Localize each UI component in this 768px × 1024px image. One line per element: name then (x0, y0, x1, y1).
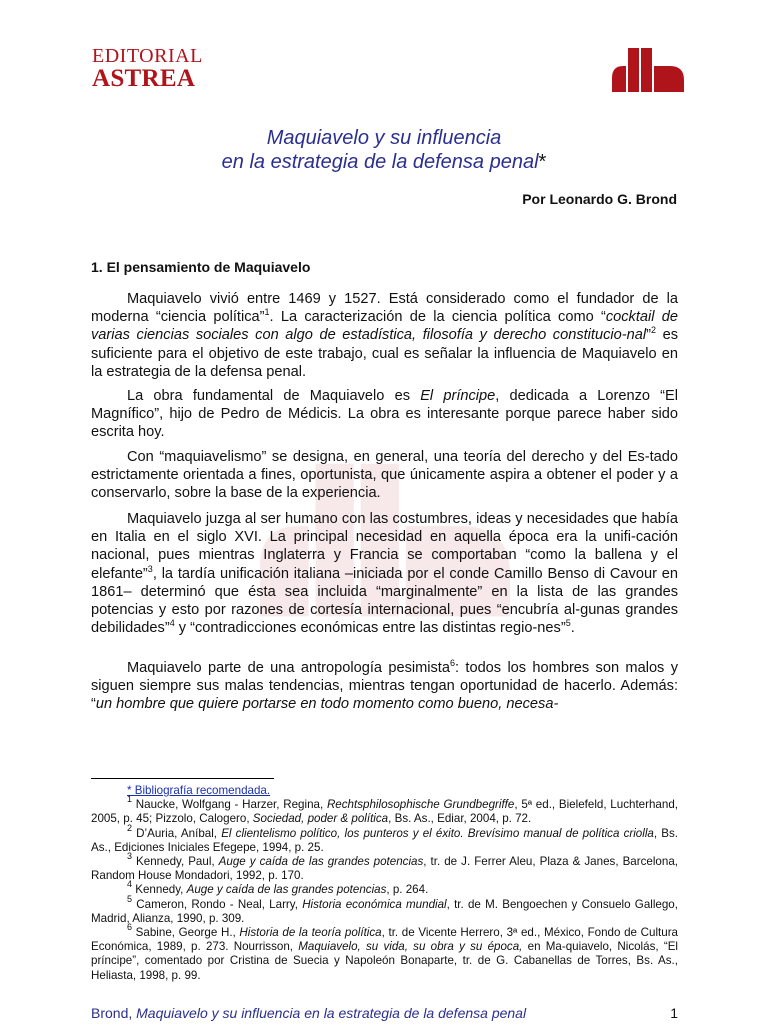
page-number: 1 (670, 1005, 678, 1021)
page-footer (91, 1005, 678, 1021)
footnote-number: 3 (127, 851, 133, 862)
text: , p. 264. (386, 883, 429, 897)
footnote-2 (91, 822, 678, 855)
section-heading: 1. El pensamiento de Maquiavelo (91, 259, 311, 275)
text: Sabine, George H., (132, 926, 240, 940)
paragraph-4 (91, 510, 678, 637)
text: , tr. de Vicente Herrero, 3ª ed., México, Fondo de Cultura Económica, 1989, p. 273. Nourrisson, (91, 926, 678, 954)
footnote-number: 2 (127, 822, 133, 833)
text: Maquiavelo parte de una antropología pesimista (127, 660, 450, 676)
italic-text: Auge y caída de las grandes potencias (186, 883, 387, 897)
italic-text: El príncipe (420, 388, 496, 404)
footnote-number: 5 (127, 893, 133, 904)
text: ” (646, 327, 651, 344)
footnote-ref: 1 (264, 307, 270, 318)
paragraph-3 (91, 448, 678, 503)
italic-text: Sociedad, poder & política (252, 812, 389, 826)
text: Kennedy, (132, 883, 187, 897)
document-title (0, 126, 768, 174)
paragraph-2 (91, 387, 678, 442)
footer-title: Maquiavelo y su influencia en la estrategia de la defensa penal (136, 1005, 527, 1021)
footnote-number: 6 (127, 922, 133, 933)
footnote-3 (91, 851, 678, 883)
footnotes (91, 784, 678, 983)
text: , Bs. As., Ediciones Iniciales Efegepe, 1994, p. 25. (91, 826, 678, 854)
text: , tr. de M. Bengoechen y Consuelo Gallego, Madrid, Alianza, 1990, p. 309. (91, 897, 678, 925)
italic-text: Maquiavelo, su vida, su obra y su época, (298, 940, 523, 954)
title-line1: Maquiavelo y su influencia (266, 127, 502, 149)
astrea-logo-icon (612, 48, 684, 92)
footnote-number: 4 (127, 879, 133, 890)
logo-line2: ASTREA (92, 65, 196, 92)
paragraph-5 (91, 659, 678, 714)
footer-author: Brond, (91, 1005, 137, 1021)
footnote-5 (91, 893, 678, 926)
footnote-divider (91, 778, 274, 779)
text: Maquiavelo juzga al ser humano con las costumbres, ideas y necesidades que había en Italia en el siglo XVI. La principal necesidad en aquella época era la unifi-cación nacional, pues mientras Inglaterra y Francia se comportaban “como la ballena y el elefante” (91, 511, 678, 582)
footnote-ref: 2 (650, 325, 656, 336)
text: y “contradicciones económicas entre las distintas regio-nes” (174, 620, 566, 637)
text: es suficiente para el objetivo de este trabajo, cual es señalar la influencia de Maquiavelo en la estrategia de la defensa penal. (91, 327, 678, 380)
text: D’Auria, Aníbal, (132, 826, 222, 840)
title-footnote-mark: * (538, 151, 547, 173)
text: , tr. de J. Ferrer Aleu, Plaza & Janes, Barcelona, Random House Mondadori, 1992, p. 170. (91, 855, 678, 883)
text: , Bs. As., Ediar, 2004, p. 72. (388, 812, 532, 826)
text: Kennedy, Paul, (132, 855, 219, 869)
italic-text: Rechtsphilosophische Grundbegriffe (326, 798, 515, 812)
text: , 5ª ed., Bielefeld, Luchterhand, 2005, p. 45; Pizzolo, Calogero, (91, 798, 678, 826)
italic-text: Historia de la teoría política (239, 926, 382, 940)
italic-text: Historia económica mundial (302, 897, 447, 911)
italic-text: Auge y caída de las grandes potencias (218, 855, 424, 869)
publisher-logo (92, 46, 203, 91)
text: Maquiavelo vivió entre 1469 y 1527. Está considerado como el fundador de la moderna “ciencia política” (91, 291, 678, 326)
logo-line1: EDITORIAL (92, 45, 203, 67)
text: en Ma-quiavelo, Nicolás, “El príncipe”, comentado por Cristina de Suecia y Napoleón Bonaparte, tr. de G. Cabanellas de Torres, Bs. As., Heliasta, 1998, p. 99. (91, 940, 678, 982)
text: , dedicada a Lorenzo “El Magnífico”, hijo de Pedro de Médicis. La obra es interesante porque parece haber sido escrita hoy. (91, 388, 679, 441)
footnote-ref: 5 (565, 618, 571, 629)
text: . (570, 620, 575, 637)
italic-text: cocktail de varias ciencias sociales con algo de estadística, filosofía y derecho constitucio-nal (91, 309, 678, 344)
footnote-ref: 3 (147, 563, 153, 574)
text: Con “maquiavelismo” se designa, en general, una teoría del derecho y del Es-tado estrictamente orientada a fines, oportunista, que únicamente aspira a obtener el poder y a conservarlo, sobre la base de la experiencia. (91, 449, 678, 502)
bibliography-link[interactable]: * Bibliografía recomendada. (127, 784, 271, 797)
footnote-ref: 6 (449, 658, 455, 668)
text: , la tardía unificación italiana –iniciada por el conde Camillo Benso di Cavour en 1861– determinó que ésta sea incluida “marginalmente” en la lista de las grandes potencias y esto por razones de cortesía internacional, pues “encubría al-gunas grandes debilidades” (91, 565, 678, 637)
italic-text: El clientelismo político, los punteros y el éxito. Brevísimo manual de política criolla (221, 826, 654, 840)
paragraph-1 (91, 290, 678, 381)
text: . La caracterización de la ciencia política como “ (269, 309, 606, 326)
text: Cameron, Rondo - Neal, Larry, (132, 897, 303, 911)
footnote-4 (91, 879, 678, 897)
footnote-ref: 4 (169, 618, 175, 629)
title-line2: en la estrategia de la defensa penal (221, 151, 539, 173)
text: La obra fundamental de Maquiavelo es (127, 388, 421, 404)
text: : todos los hombres son malos y siguen siempre sus malas tendencias, mientras tengan oportunidad de hacerlo. Además: “ (91, 660, 678, 713)
footnote-6 (91, 922, 678, 983)
italic-text: un hombre que quiere portarse en todo momento como bueno, necesa- (95, 696, 559, 713)
footnote-1 (91, 794, 678, 826)
author-byline: Por Leonardo G. Brond (522, 191, 677, 207)
title-line2-wrap (0, 150, 768, 174)
text: Naucke, Wolfgang - Harzer, Regina, (132, 798, 327, 812)
footnote-number: 1 (127, 794, 133, 805)
